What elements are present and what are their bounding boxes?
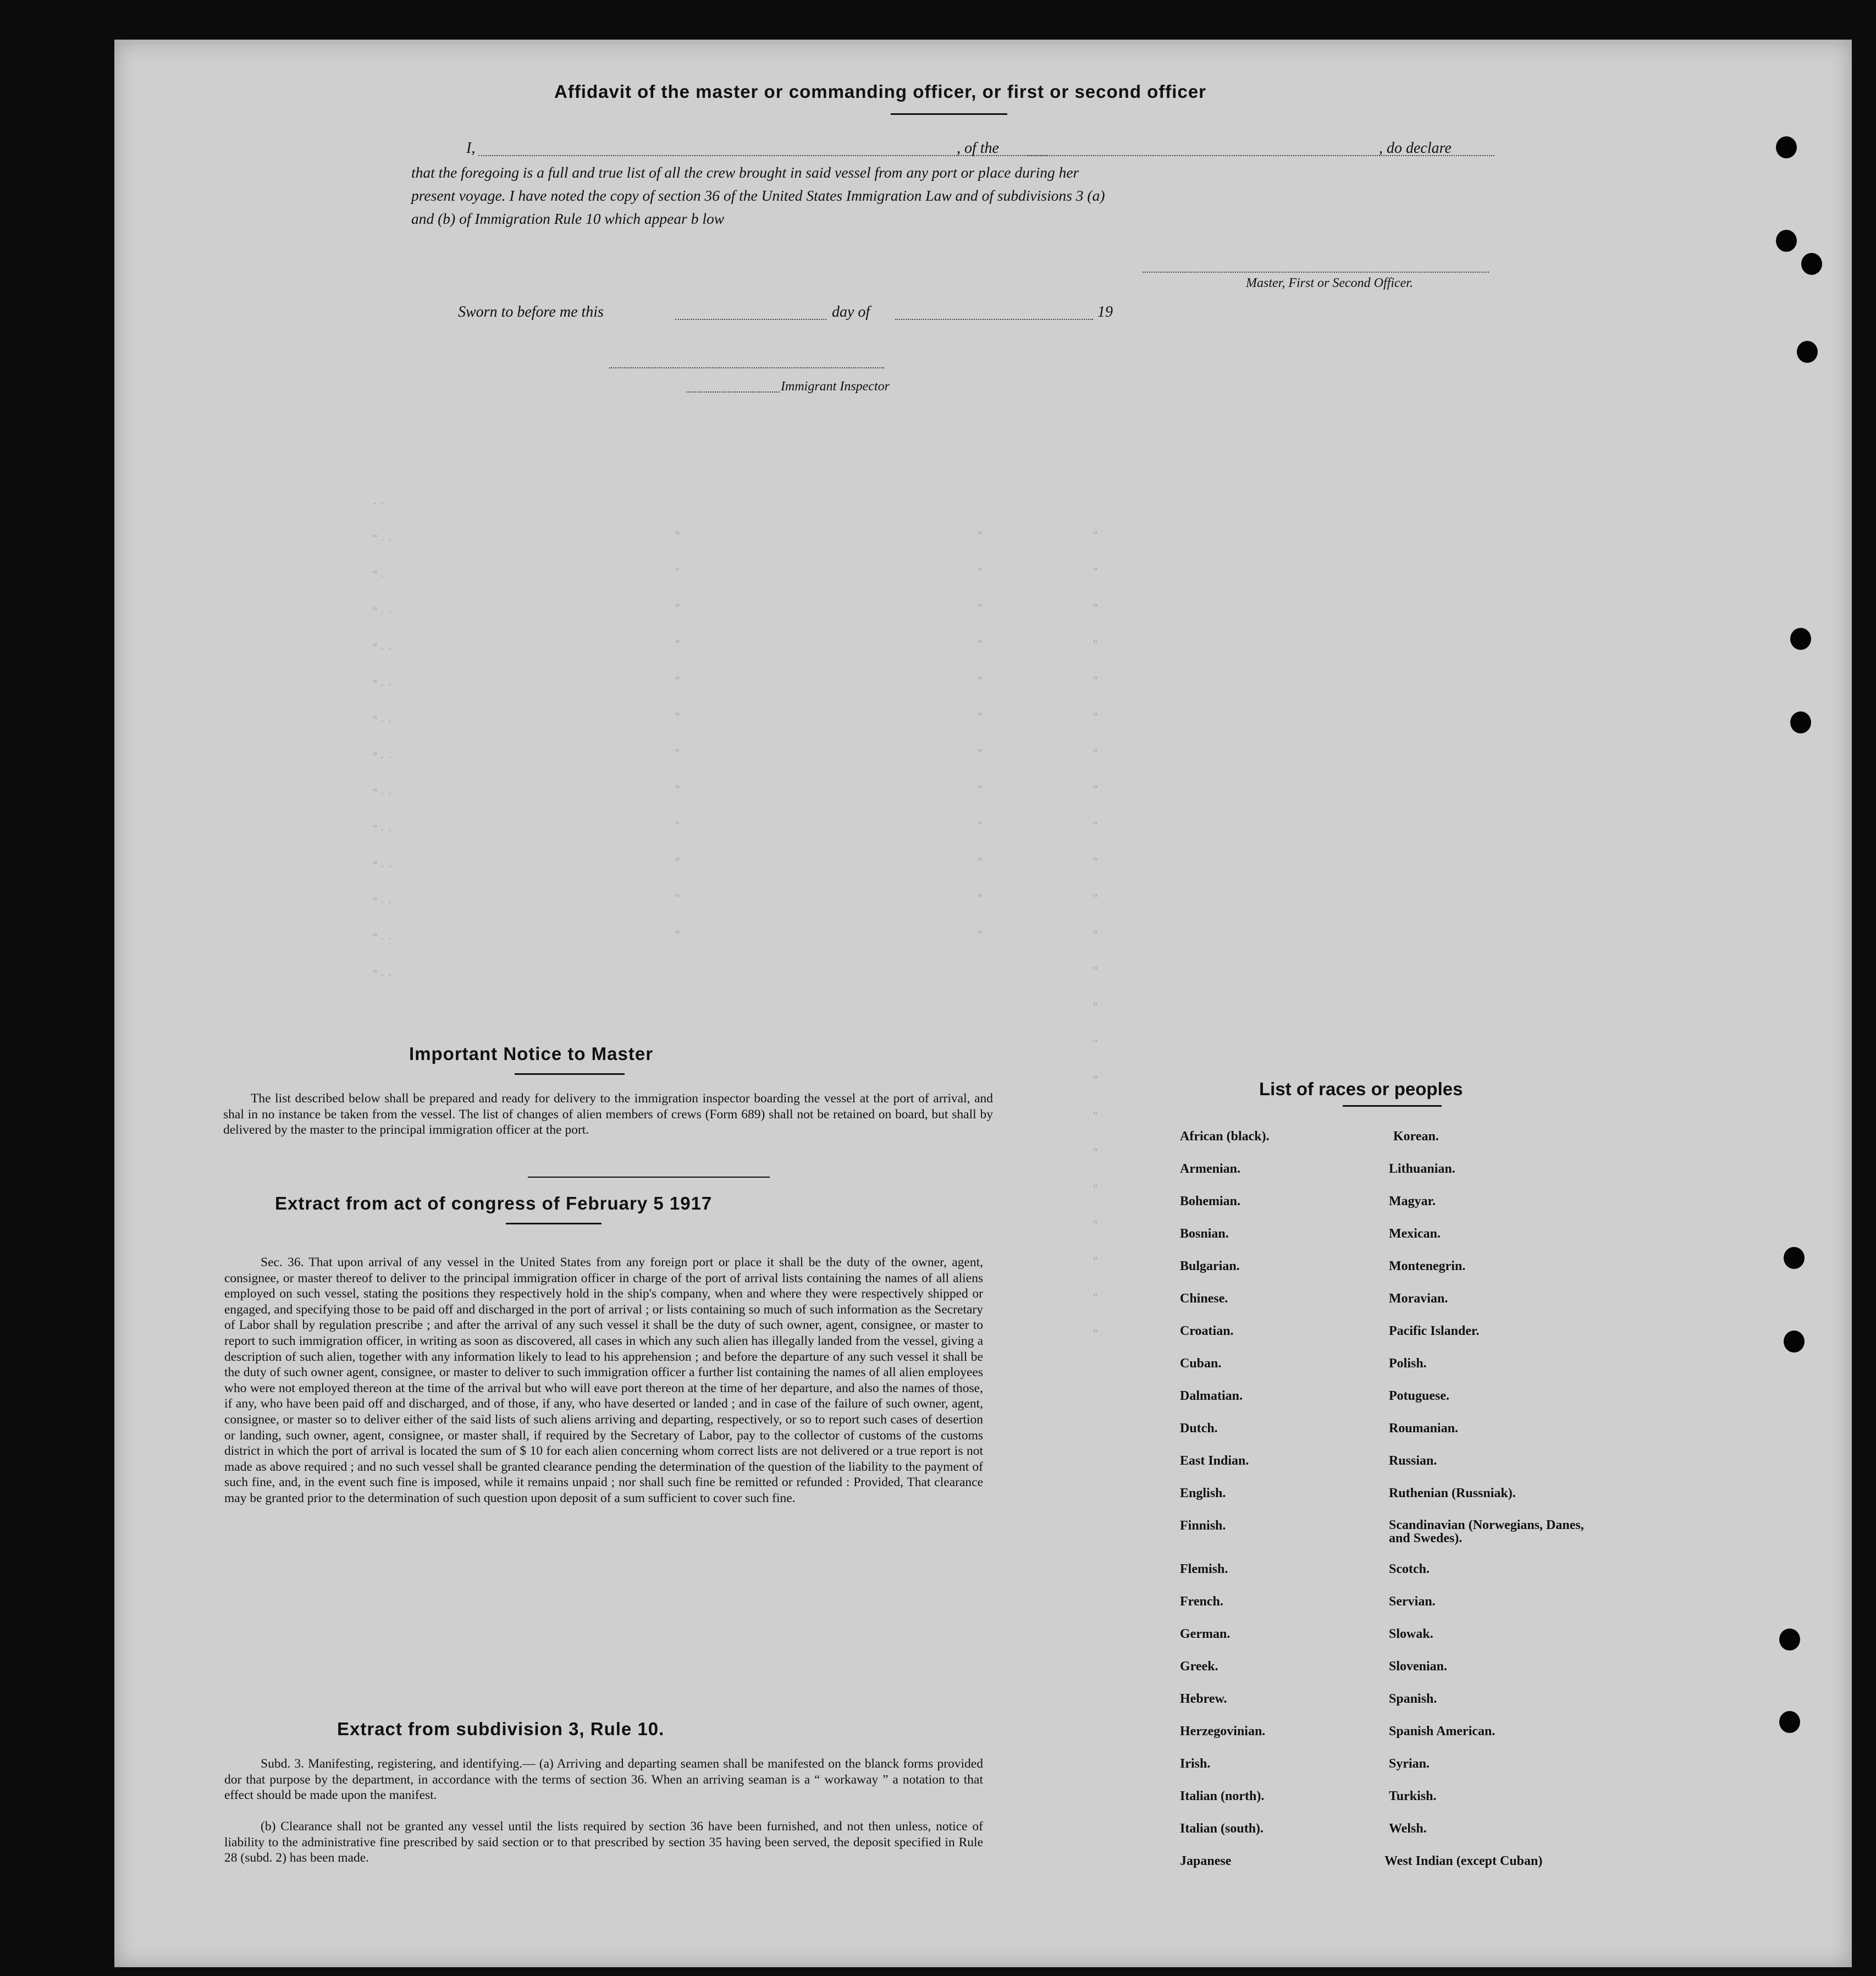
document-page bbox=[114, 40, 1852, 1967]
notice-title-rule bbox=[515, 1073, 625, 1075]
race-item: Syrian. bbox=[1389, 1757, 1430, 1771]
race-item: Scandinavian (Norwegians, Danes, and Swedes). bbox=[1389, 1518, 1584, 1546]
race-item: Hebrew. bbox=[1180, 1692, 1227, 1706]
race-item: Mexican. bbox=[1389, 1227, 1441, 1241]
sworn-start: Sworn to before me this bbox=[458, 303, 604, 321]
notice-title: Important Notice to Master bbox=[409, 1044, 654, 1064]
race-item: Potuguese. bbox=[1389, 1389, 1449, 1403]
race-item: Bulgarian. bbox=[1180, 1259, 1240, 1273]
inspector-label: Immigrant Inspector bbox=[781, 379, 890, 394]
race-item: Greek. bbox=[1180, 1659, 1218, 1674]
race-item: German. bbox=[1180, 1627, 1231, 1641]
race-item: English. bbox=[1180, 1486, 1226, 1500]
race-item: East Indian. bbox=[1180, 1454, 1249, 1468]
race-item: Moravian. bbox=[1389, 1291, 1448, 1306]
punch-hole bbox=[1797, 341, 1818, 363]
rule-text-a: Subd. 3. Manifesting, registering, and identifying.— (a) Arriving and departing seamen shall be manifested on the blanck forms provided dor that purpose by the department, in accordance with the terms of section 36. When an arriving seaman is a “ workaway ” a notation to that effect should be made upon the manifest. bbox=[224, 1757, 983, 1803]
punch-hole bbox=[1784, 1247, 1805, 1269]
race-item: Bosnian. bbox=[1180, 1227, 1229, 1241]
bleed-through-column-dots: · · " · · " · · " · · " · · " · · " · · " · · " · · " · · " · · " · · " · · " · · bbox=[373, 496, 392, 981]
race-item: Magyar. bbox=[1389, 1194, 1436, 1208]
race-item: Roumanian. bbox=[1389, 1421, 1459, 1436]
race-item: Italian (south). bbox=[1180, 1822, 1264, 1836]
inspector-signature-blank bbox=[609, 367, 884, 368]
race-item: Slovenian. bbox=[1389, 1659, 1448, 1674]
affidavit-line4: and (b) of Immigration Rule 10 which appear b low bbox=[411, 210, 725, 227]
race-item: Montenegrin. bbox=[1389, 1259, 1466, 1273]
act-title: Extract from act of congress of February 5 1917 bbox=[275, 1193, 713, 1213]
sworn-year-label: 19 bbox=[1097, 303, 1113, 321]
race-item: Italian (north). bbox=[1180, 1789, 1265, 1803]
race-item: Croatian. bbox=[1180, 1324, 1234, 1338]
signature-blank bbox=[1143, 272, 1489, 273]
races-title: List of races or peoples bbox=[1259, 1079, 1463, 1099]
race-item: Armenian. bbox=[1180, 1162, 1240, 1176]
bleed-through-column-marks: " " " " " " " " " " " " " " " " " " " " " " " bbox=[1093, 529, 1097, 1341]
rule-title: Extract from subdivision 3, Rule 10. bbox=[337, 1719, 665, 1739]
notice-text: The list described below shall be prepared and ready for delivery to the immigration inspector boarding the vessel at the port of arrival, and shal in no instance be taken from the vessel. The list of changes of alien members of crews (Form 689) shall not be retained on board, but shall by delivered by the master to the principal immigration officer at the port. bbox=[223, 1091, 993, 1137]
punch-hole bbox=[1779, 1711, 1800, 1733]
race-item: Bohemian. bbox=[1180, 1194, 1241, 1208]
sworn-day-label: day of bbox=[832, 303, 870, 321]
race-item: Spanish. bbox=[1389, 1692, 1437, 1706]
race-item: Japanese bbox=[1180, 1854, 1232, 1868]
race-item: Scotch. bbox=[1389, 1562, 1430, 1576]
race-item: Polish. bbox=[1389, 1356, 1427, 1371]
affidavit-title-rule bbox=[891, 113, 1007, 115]
signature-label: Master, First or Second Officer. bbox=[1246, 276, 1413, 290]
race-item: Irish. bbox=[1180, 1757, 1211, 1771]
race-item: Cuban. bbox=[1180, 1356, 1222, 1371]
race-item: Chinese. bbox=[1180, 1291, 1228, 1306]
race-item: Dalmatian. bbox=[1180, 1389, 1243, 1403]
punch-hole bbox=[1784, 1331, 1805, 1353]
race-item: Dutch. bbox=[1180, 1421, 1218, 1436]
race-item: Russian. bbox=[1389, 1454, 1437, 1468]
notice-separator bbox=[528, 1177, 770, 1178]
affidavit-line2: that the foregoing is a full and true list of all the crew brought in said vessel from any port or place during her bbox=[411, 164, 1079, 181]
race-item: French. bbox=[1180, 1594, 1223, 1609]
punch-hole bbox=[1801, 253, 1822, 275]
punch-hole bbox=[1776, 136, 1797, 158]
race-item: African (black). bbox=[1180, 1129, 1270, 1144]
affidavit-line3: present voyage. I have noted the copy of section 36 of the United States Immigration Law and of subdivisions 3 (a) bbox=[411, 187, 1105, 204]
race-item: Servian. bbox=[1389, 1594, 1436, 1609]
bleed-through-column-marks: " " " " " " " " " " " " bbox=[978, 529, 982, 942]
sworn-day-blank bbox=[675, 319, 826, 320]
race-item: Welsh. bbox=[1389, 1822, 1427, 1836]
race-item: Spanish American. bbox=[1389, 1724, 1496, 1738]
race-item: Herzegovinian. bbox=[1180, 1724, 1266, 1738]
affidavit-line1-mid: , of the bbox=[957, 140, 999, 157]
act-text: Sec. 36. That upon arrival of any vessel in the United States from any foreign port or place it shall be the duty of the owner, agent, consignee, or master thereof to deliver to the principal immigration officer in charge of the port of arrival lists containing the names of all aliens employed on such vessel, stating the positions they respectively hold in the ship's company, when and where they were respectively shipped or engaged, and specifying those to be paid off and discharged in the port of arrival ; or lists containing so much of such information as the Secretary of Labor shall by regulation prescribe ; and after the arrival of any such vessel it shall be the duty of such owner, agent, consignee, or master to report to such immigration officer, in writing as soon as discovered, all cases in which any such alien has illegally landed from the vessel, giving a description of such alien, together with any information likely to lead to his apprehension ; and before the departure of any such vessel it shall be the duty of such owner agent, consignee, or master to deliver to such immigration officer a further list containing the names of all alien employees who were not employed thereon at the time of the arrival but who will eave port thereon at the time of her departure, and also the names of those, if any, who have been paid off and discharged, and of those, if any, who have deserted or landed ; and in case of the failure of such owner, agent, consignee, or master so to deliver either of the said lists of such aliens arriving and departing, respectively, or so to report such cases of desertion or landing, such owner, agent, consignee, or master shall, if required by the Secretary of Labor, pay to the collector of customs of the customs district in which the port of arrival is located the sum of $ 10 for each alien concerning whom correct lists are not delivered or a true report is not made as above required ; and no such vessel shall be granted clearance pending the determination of the question of the liability to the payment of such fine, and, in the event such fine is imposed, while it remains unpaid ; nor shall such fine be remitted or refunded : Provided, That clearance may be granted prior to the determination of such question upon deposit of a sum sufficient to cover such fine. bbox=[224, 1255, 983, 1505]
rule-text-b: (b) Clearance shall not be granted any vessel until the lists required by section 36 have been furnished, and not then unless, notice of liability to the administrative fine prescribed by said section or to that prescribed by section 35 having been served, the deposit specified in Rule 28 (subd. 2) has been made. bbox=[224, 1819, 983, 1865]
affidavit-title: Affidavit of the master or commanding officer, or first or second officer bbox=[554, 81, 1207, 102]
affidavit-line1-end: , do declare bbox=[1379, 140, 1452, 157]
punch-hole bbox=[1790, 628, 1811, 650]
sworn-month-blank bbox=[895, 319, 1093, 320]
race-item: Korean. bbox=[1393, 1129, 1439, 1144]
punch-hole bbox=[1776, 230, 1797, 252]
race-item: Slowak. bbox=[1389, 1627, 1433, 1641]
race-item: Flemish. bbox=[1180, 1562, 1228, 1576]
punch-hole bbox=[1779, 1629, 1800, 1651]
bleed-through-column-marks: " " " " " " " " " " " " bbox=[675, 529, 680, 942]
inspector-signature-blank-2 bbox=[686, 391, 780, 393]
punch-hole bbox=[1790, 711, 1811, 733]
race-item: Pacific Islander. bbox=[1389, 1324, 1480, 1338]
race-item: Lithuanian. bbox=[1389, 1162, 1455, 1176]
race-item: West Indian (except Cuban) bbox=[1384, 1854, 1543, 1868]
race-item: Turkish. bbox=[1389, 1789, 1437, 1803]
act-title-rule bbox=[506, 1223, 602, 1224]
race-item: Finnish. bbox=[1180, 1519, 1226, 1533]
race-item: Ruthenian (Russniak). bbox=[1389, 1486, 1516, 1500]
affidavit-line1-start: I, bbox=[466, 140, 476, 157]
races-title-rule bbox=[1343, 1105, 1442, 1107]
